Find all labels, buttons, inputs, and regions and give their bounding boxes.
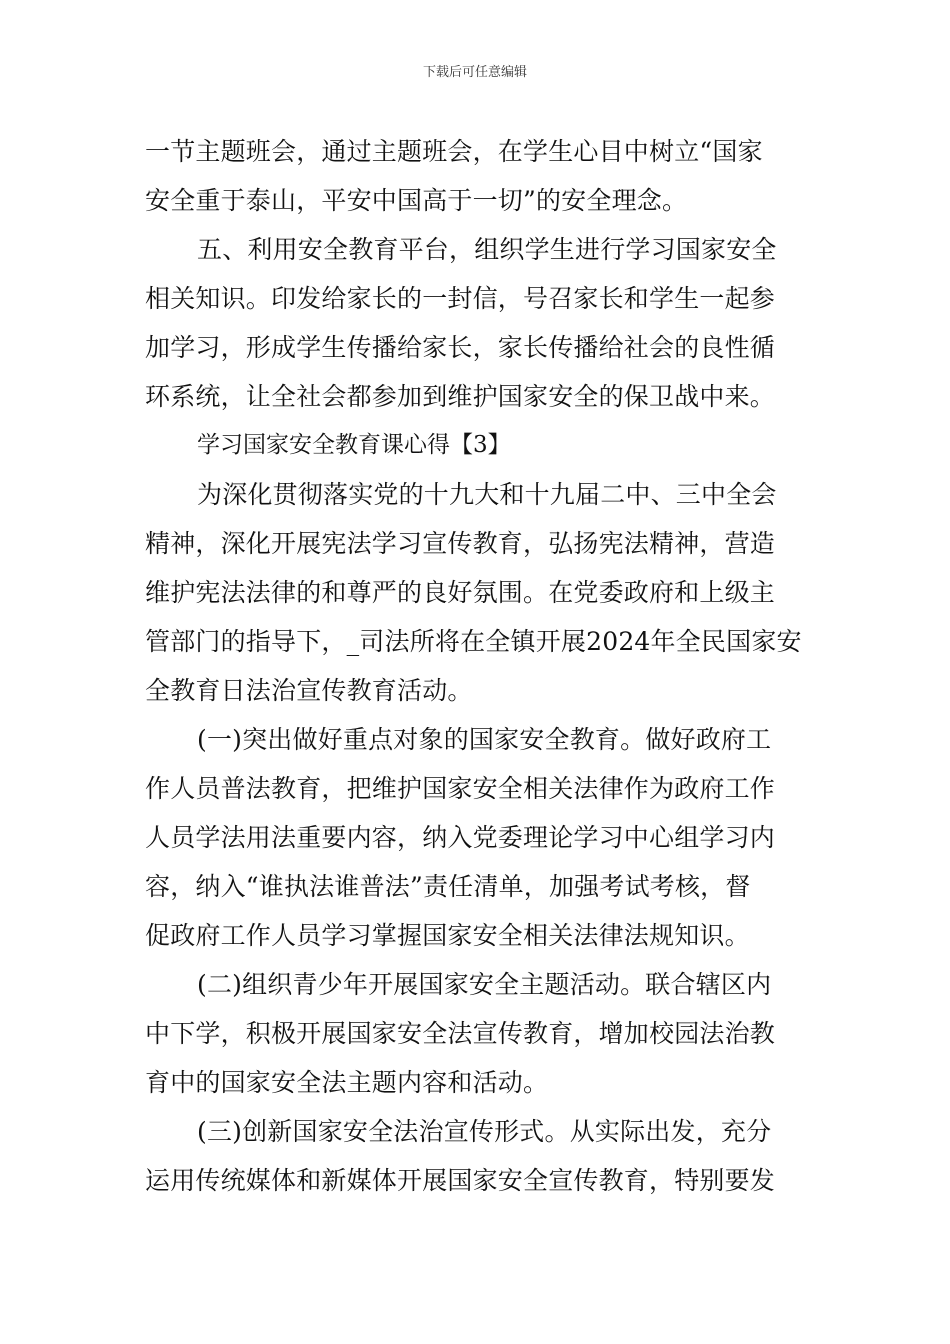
text-line: 精神，深化开展宪法学习宣传教育，弘扬宪法精神，营造 <box>145 529 776 558</box>
text-line: 容，纳入“谁执法谁普法”责任清单，加强考试考核，督 <box>145 872 751 901</box>
paragraph-start-line: (一)突出做好重点对象的国家安全教育。做好政府工 <box>197 725 772 754</box>
text-line: 安全重于泰山，平安中国高于一切”的安全理念。 <box>145 186 688 215</box>
text-line: 人员学法用法重要内容，纳入党委理论学习中心组学习内 <box>145 823 776 852</box>
paragraph-start-line: (三)创新国家安全法治宣传形式。从实际出发，充分 <box>197 1117 772 1146</box>
text-line: 运用传统媒体和新媒体开展国家安全宣传教育，特别要发 <box>145 1166 776 1195</box>
text-line: 相关知识。印发给家长的一封信，号召家长和学生一起参 <box>145 284 776 313</box>
text-line: 加学习，形成学生传播给家长，家长传播给社会的良性循 <box>145 333 776 362</box>
text-line: 中下学，积极开展国家安全法宣传教育，增加校园法治教 <box>145 1019 776 1048</box>
text-line: 管部门的指导下，_司法所将在全镇开展2024年全民国家安 <box>145 627 802 656</box>
paragraph-start-line: 为深化贯彻落实党的十九大和十九届二中、三中全会 <box>197 480 777 509</box>
text-line: 作人员普法教育，把维护国家安全相关法律作为政府工作 <box>145 774 776 803</box>
text-line: 维护宪法法律的和尊严的良好氛围。在党委政府和上级主 <box>145 578 776 607</box>
paragraph-start-line: 五、利用安全教育平台，组织学生进行学习国家安全 <box>197 235 777 264</box>
text-line: 促政府工作人员学习掌握国家安全相关法律法规知识。 <box>145 921 750 950</box>
document-body <box>145 127 810 1205</box>
text-line: 一节主题班会，通过主题班会，在学生心目中树立“国家 <box>145 137 763 166</box>
text-line: 全教育日法治宣传教育活动。 <box>145 676 473 705</box>
text-line: 育中的国家安全法主题内容和活动。 <box>145 1068 549 1097</box>
page-header: 下载后可任意编辑 <box>422 65 527 80</box>
section-heading: 学习国家安全教育课心得【3】 <box>197 432 511 458</box>
text-line: 环系统，让全社会都参加到维护国家安全的保卫战中来。 <box>145 382 776 411</box>
paragraph-start-line: (二)组织青少年开展国家安全主题活动。联合辖区内 <box>197 970 772 999</box>
